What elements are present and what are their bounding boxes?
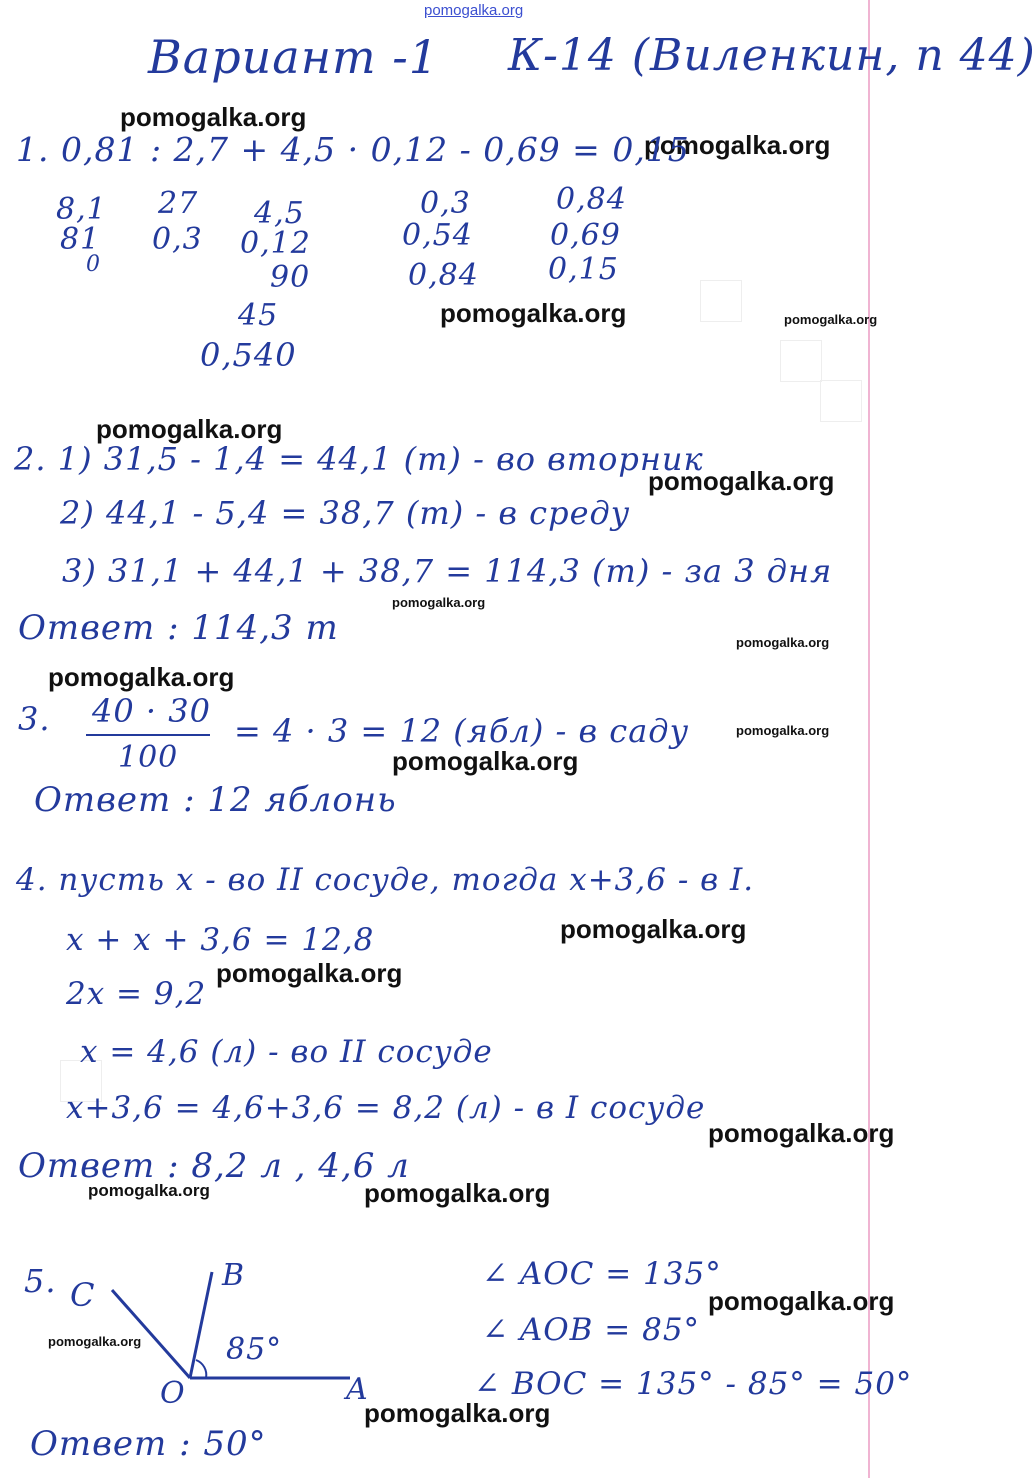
div-dividend: 8,1 xyxy=(56,192,107,227)
watermark: pomogalka.org xyxy=(48,1334,142,1349)
watermark-top[interactable]: pomogalka.org xyxy=(424,2,524,19)
angle-label: 85° xyxy=(226,1332,283,1367)
task3-rest: = 4 · 3 = 12 (ябл) - в саду xyxy=(234,712,690,750)
task4-line3: 2х = 9,2 xyxy=(66,976,207,1012)
mul-a: 4,5 xyxy=(254,196,305,231)
div-rest: 0 xyxy=(86,252,101,277)
watermark: pomogalka.org xyxy=(648,466,835,496)
point-a-label: A xyxy=(346,1372,369,1407)
task5-number: 5. xyxy=(24,1262,57,1300)
div-sub: 81 xyxy=(60,222,101,257)
task3-numerator: 40 · 30 xyxy=(92,692,211,730)
add-result: 0,84 xyxy=(408,258,479,293)
watermark: pomogalka.org xyxy=(120,102,307,132)
task3-denominator: 100 xyxy=(118,740,179,775)
watermark: pomogalka.org xyxy=(392,746,579,776)
mul-p1: 90 xyxy=(270,260,311,295)
watermark: pomogalka.org xyxy=(736,635,830,650)
sub-result: 0,15 xyxy=(548,252,619,287)
point-b-label: B xyxy=(222,1258,246,1293)
task5-answer: Ответ : 50° xyxy=(30,1424,267,1464)
watermark: pomogalka.org xyxy=(784,312,878,327)
variant-title: Вариант -1 xyxy=(148,30,440,84)
task4-line2: х + х + 3,6 = 12,8 xyxy=(66,922,375,958)
task2-line1: 2. 1) 31,5 - 1,4 = 44,1 (т) - во вторник xyxy=(14,440,704,478)
watermark: pomogalka.org xyxy=(644,130,831,160)
watermark: pomogalka.org xyxy=(708,1286,895,1316)
add-a: 0,3 xyxy=(420,186,471,221)
task5-boc: ∠ BOC = 135° - 85° = 50° xyxy=(474,1366,913,1402)
task4-line1: 4. пусть х - во II сосуде, тогда х+3,6 - в I. xyxy=(16,862,755,898)
watermark: pomogalka.org xyxy=(364,1398,551,1428)
task5-aob: ∠ AOB = 85° xyxy=(482,1312,701,1348)
mul-result: 0,540 xyxy=(200,336,297,374)
watermark: pomogalka.org xyxy=(216,958,403,988)
div-quotient: 0,3 xyxy=(152,222,203,257)
point-o-label: O xyxy=(160,1376,186,1411)
watermark: pomogalka.org xyxy=(48,662,235,692)
task2-line3: 3) 31,1 + 44,1 + 38,7 = 114,3 (т) - за 3 дня xyxy=(62,552,833,590)
watermark: pomogalka.org xyxy=(560,914,747,944)
watermark: pomogalka.org xyxy=(96,414,283,444)
sub-b: 0,69 xyxy=(550,218,621,253)
task3-number: 3. xyxy=(18,700,51,738)
task2-line2: 2) 44,1 - 5,4 = 38,7 (т) - в среду xyxy=(60,494,631,532)
task4-answer: Ответ : 8,2 л , 4,6 л xyxy=(18,1146,410,1186)
watermark: pomogalka.org xyxy=(736,723,830,738)
angle-arc xyxy=(196,1360,206,1378)
task2-answer: Ответ : 114,3 т xyxy=(18,608,339,648)
task1-expression: 1. 0,81 : 2,7 + 4,5 · 0,12 - 0,69 = 0,15 xyxy=(16,130,690,169)
point-c-label: C xyxy=(70,1276,96,1314)
mul-p2: 45 xyxy=(238,298,279,333)
source-title: К-14 (Виленкин, п 44) xyxy=(508,30,1036,81)
add-b: 0,54 xyxy=(402,218,473,253)
mul-b: 0,12 xyxy=(240,226,311,261)
ray-oc xyxy=(112,1290,190,1378)
task3-answer: Ответ : 12 яблонь xyxy=(34,780,397,820)
watermark: pomogalka.org xyxy=(708,1118,895,1148)
sub-a: 0,84 xyxy=(556,182,627,217)
task4-line4: х = 4,6 (л) - во II сосуде xyxy=(80,1034,493,1070)
watermark: pomogalka.org xyxy=(364,1178,551,1208)
task4-line5: х+3,6 = 4,6+3,6 = 8,2 (л) - в I сосуде xyxy=(66,1090,706,1126)
task5-aoc: ∠ AOC = 135° xyxy=(482,1256,722,1292)
watermark: pomogalka.org xyxy=(440,298,627,328)
div-divisor: 27 xyxy=(158,186,199,221)
watermark: pomogalka.org xyxy=(392,595,486,610)
watermark: pomogalka.org xyxy=(88,1181,210,1200)
